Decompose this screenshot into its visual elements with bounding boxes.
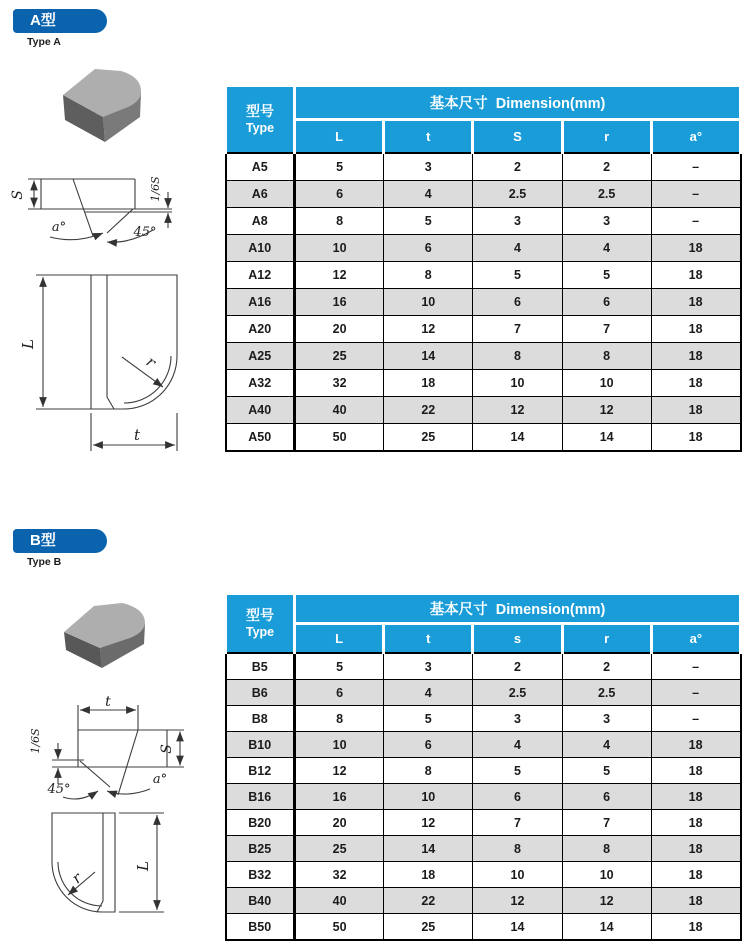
type-a-badge: A型 xyxy=(13,9,107,33)
value-cell: 3 xyxy=(384,153,473,181)
value-cell: 14 xyxy=(384,836,473,862)
model-cell: A40 xyxy=(226,397,295,424)
model-cell: B12 xyxy=(226,758,295,784)
value-cell: 18 xyxy=(651,235,740,262)
table-row xyxy=(226,706,741,732)
value-cell: 5 xyxy=(562,758,651,784)
table-row xyxy=(226,758,741,784)
type-a-label: Type A xyxy=(27,36,61,48)
value-cell: 3 xyxy=(473,208,562,235)
value-cell: 16 xyxy=(295,289,384,316)
col-header-L: L xyxy=(295,120,384,154)
value-cell: 7 xyxy=(473,316,562,343)
dim-t-label: t xyxy=(133,426,141,444)
value-cell: 12 xyxy=(295,262,384,289)
value-cell: 2 xyxy=(562,153,651,181)
value-cell: 7 xyxy=(473,810,562,836)
value-cell: 8 xyxy=(295,208,384,235)
value-cell: 18 xyxy=(651,343,740,370)
model-cell: A20 xyxy=(226,316,295,343)
value-cell: 18 xyxy=(651,888,740,914)
value-cell: 4 xyxy=(384,680,473,706)
col-header-s: s xyxy=(473,624,562,654)
value-cell: 18 xyxy=(651,732,740,758)
value-cell: 16 xyxy=(295,784,384,810)
value-cell: 18 xyxy=(384,862,473,888)
value-cell: 8 xyxy=(562,343,651,370)
value-cell: 50 xyxy=(295,914,384,941)
value-cell: 5 xyxy=(562,262,651,289)
value-cell: 5 xyxy=(473,262,562,289)
value-cell: 14 xyxy=(473,914,562,941)
type-b-dimension-table xyxy=(224,592,742,941)
model-cell: B16 xyxy=(226,784,295,810)
value-cell: 18 xyxy=(651,836,740,862)
value-cell: 6 xyxy=(384,235,473,262)
value-cell: 2.5 xyxy=(562,680,651,706)
value-cell: 8 xyxy=(562,836,651,862)
value-cell: 12 xyxy=(384,316,473,343)
value-cell: 25 xyxy=(295,836,384,862)
table-row xyxy=(226,680,741,706)
value-cell: 20 xyxy=(295,810,384,836)
value-cell: 14 xyxy=(562,424,651,452)
table-row xyxy=(226,316,741,343)
value-cell: – xyxy=(651,181,740,208)
value-cell: 14 xyxy=(562,914,651,941)
value-cell: – xyxy=(651,706,740,732)
dim-L-label: L xyxy=(19,339,37,349)
value-cell: 18 xyxy=(651,316,740,343)
value-cell: 2.5 xyxy=(473,181,562,208)
col-header-t: t xyxy=(384,624,473,654)
value-cell: 5 xyxy=(295,153,384,181)
value-cell: 10 xyxy=(295,235,384,262)
model-cell: A6 xyxy=(226,181,295,208)
value-cell: 18 xyxy=(651,810,740,836)
value-cell: – xyxy=(651,653,740,680)
table-row xyxy=(226,784,741,810)
value-cell: 10 xyxy=(384,784,473,810)
table-row xyxy=(226,397,741,424)
col-header-a: a° xyxy=(651,120,740,154)
value-cell: 12 xyxy=(473,397,562,424)
model-header-en: Type xyxy=(245,121,275,136)
value-cell: 20 xyxy=(295,316,384,343)
table-row xyxy=(226,810,741,836)
model-cell: A10 xyxy=(226,235,295,262)
value-cell: 10 xyxy=(562,862,651,888)
model-cell: B5 xyxy=(226,653,295,680)
dim-t-label: t xyxy=(105,694,111,710)
model-cell: B10 xyxy=(226,732,295,758)
value-cell: 50 xyxy=(295,424,384,452)
value-cell: 10 xyxy=(562,370,651,397)
dim-L-label: L xyxy=(134,861,152,871)
col-header-t: t xyxy=(384,120,473,154)
model-column-header xyxy=(226,86,295,154)
model-cell: A12 xyxy=(226,262,295,289)
value-cell: 14 xyxy=(384,343,473,370)
table-row xyxy=(226,836,741,862)
dim-s6-label: 1/6S xyxy=(29,728,42,754)
value-cell: 18 xyxy=(651,862,740,888)
value-cell: 3 xyxy=(473,706,562,732)
type-a-side-drawing xyxy=(12,268,202,458)
type-a-3d-view xyxy=(55,65,150,145)
type-b-3d-view xyxy=(58,600,153,675)
value-cell: 40 xyxy=(295,888,384,914)
dim-r-label: r xyxy=(68,868,86,888)
table-row xyxy=(226,732,741,758)
model-cell: A8 xyxy=(226,208,295,235)
value-cell: 2 xyxy=(562,653,651,680)
value-cell: 32 xyxy=(295,862,384,888)
value-cell: 8 xyxy=(384,262,473,289)
value-cell: 7 xyxy=(562,316,651,343)
value-cell: 18 xyxy=(651,914,740,941)
value-cell: 5 xyxy=(384,208,473,235)
table-row xyxy=(226,289,741,316)
model-cell: B32 xyxy=(226,862,295,888)
value-cell: 14 xyxy=(473,424,562,452)
model-column-header xyxy=(226,594,295,654)
model-cell: A25 xyxy=(226,343,295,370)
value-cell: – xyxy=(651,208,740,235)
value-cell: 4 xyxy=(473,732,562,758)
table-row xyxy=(226,235,741,262)
value-cell: 18 xyxy=(651,784,740,810)
table-row xyxy=(226,208,741,235)
model-cell: A16 xyxy=(226,289,295,316)
dim-alpha-label: a° xyxy=(152,772,168,787)
col-header-r: r xyxy=(562,624,651,654)
value-cell: 10 xyxy=(384,289,473,316)
model-cell: A5 xyxy=(226,153,295,181)
value-cell: 7 xyxy=(562,810,651,836)
table-row xyxy=(226,262,741,289)
value-cell: 8 xyxy=(295,706,384,732)
value-cell: 40 xyxy=(295,397,384,424)
value-cell: 3 xyxy=(384,653,473,680)
value-cell: 18 xyxy=(651,289,740,316)
dim-s-label: S xyxy=(10,190,26,200)
value-cell: 10 xyxy=(473,370,562,397)
value-cell: 8 xyxy=(473,836,562,862)
value-cell: 6 xyxy=(295,181,384,208)
value-cell: 2.5 xyxy=(473,680,562,706)
model-cell: A50 xyxy=(226,424,295,452)
dim-45-label: 45° xyxy=(133,225,157,240)
model-cell: B8 xyxy=(226,706,295,732)
value-cell: 6 xyxy=(562,784,651,810)
table-body xyxy=(226,653,741,940)
value-cell: 12 xyxy=(473,888,562,914)
table-row xyxy=(226,153,741,181)
value-cell: 12 xyxy=(562,888,651,914)
value-cell: 2 xyxy=(473,653,562,680)
table-row xyxy=(226,653,741,680)
value-cell: 22 xyxy=(384,888,473,914)
col-header-L: L xyxy=(295,624,384,654)
value-cell: 8 xyxy=(384,758,473,784)
value-cell: 18 xyxy=(651,370,740,397)
value-cell: 25 xyxy=(295,343,384,370)
value-cell: 3 xyxy=(562,208,651,235)
value-cell: 12 xyxy=(562,397,651,424)
value-cell: 6 xyxy=(473,289,562,316)
table-row xyxy=(226,181,741,208)
value-cell: 10 xyxy=(473,862,562,888)
table-row xyxy=(226,370,741,397)
dim-r-label: r xyxy=(142,352,160,372)
value-cell: 6 xyxy=(562,289,651,316)
value-cell: 4 xyxy=(562,235,651,262)
dimension-group-header: 基本尺寸 Dimension(mm) xyxy=(295,86,741,120)
col-header-r: r xyxy=(562,120,651,154)
model-cell: B40 xyxy=(226,888,295,914)
model-header-en: Type xyxy=(245,625,275,640)
value-cell: 5 xyxy=(384,706,473,732)
value-cell: 5 xyxy=(295,653,384,680)
col-header-a: a° xyxy=(651,624,740,654)
value-cell: 22 xyxy=(384,397,473,424)
value-cell: 18 xyxy=(651,758,740,784)
value-cell: 12 xyxy=(295,758,384,784)
value-cell: 25 xyxy=(384,424,473,452)
value-cell: 32 xyxy=(295,370,384,397)
col-header-S: S xyxy=(473,120,562,154)
value-cell: 2.5 xyxy=(562,181,651,208)
type-a-dimension-table xyxy=(224,84,742,452)
type-b-profile-drawing xyxy=(12,695,202,807)
type-a-profile-drawing xyxy=(12,170,202,250)
value-cell: 25 xyxy=(384,914,473,941)
type-b-badge: B型 xyxy=(13,529,107,553)
dimension-group-header: 基本尺寸 Dimension(mm) xyxy=(295,594,741,624)
model-cell: B25 xyxy=(226,836,295,862)
value-cell: – xyxy=(651,153,740,181)
value-cell: 10 xyxy=(295,732,384,758)
value-cell: 4 xyxy=(562,732,651,758)
model-cell: B50 xyxy=(226,914,295,941)
value-cell: 12 xyxy=(384,810,473,836)
table-row xyxy=(226,343,741,370)
value-cell: 8 xyxy=(473,343,562,370)
table-row xyxy=(226,888,741,914)
value-cell: 6 xyxy=(295,680,384,706)
dim-s6-label: 1/6S xyxy=(149,176,162,202)
value-cell: 4 xyxy=(473,235,562,262)
table-row xyxy=(226,862,741,888)
type-b-side-drawing xyxy=(12,808,202,946)
table-body xyxy=(226,153,741,451)
value-cell: 18 xyxy=(651,424,740,452)
table-row xyxy=(226,424,741,452)
type-b-label: Type B xyxy=(27,556,62,568)
value-cell: 5 xyxy=(473,758,562,784)
model-cell: B20 xyxy=(226,810,295,836)
value-cell: – xyxy=(651,680,740,706)
value-cell: 6 xyxy=(473,784,562,810)
value-cell: 18 xyxy=(651,397,740,424)
value-cell: 3 xyxy=(562,706,651,732)
value-cell: 6 xyxy=(384,732,473,758)
dim-s-label: S xyxy=(159,744,175,754)
model-cell: B6 xyxy=(226,680,295,706)
value-cell: 18 xyxy=(651,262,740,289)
model-header-zh: 型号 xyxy=(246,606,274,623)
value-cell: 2 xyxy=(473,153,562,181)
dim-45-label: 45° xyxy=(47,782,71,797)
value-cell: 18 xyxy=(384,370,473,397)
table-row xyxy=(226,914,741,941)
value-cell: 4 xyxy=(384,181,473,208)
model-header-zh: 型号 xyxy=(246,102,274,119)
model-cell: A32 xyxy=(226,370,295,397)
dim-alpha-label: a° xyxy=(51,220,67,235)
